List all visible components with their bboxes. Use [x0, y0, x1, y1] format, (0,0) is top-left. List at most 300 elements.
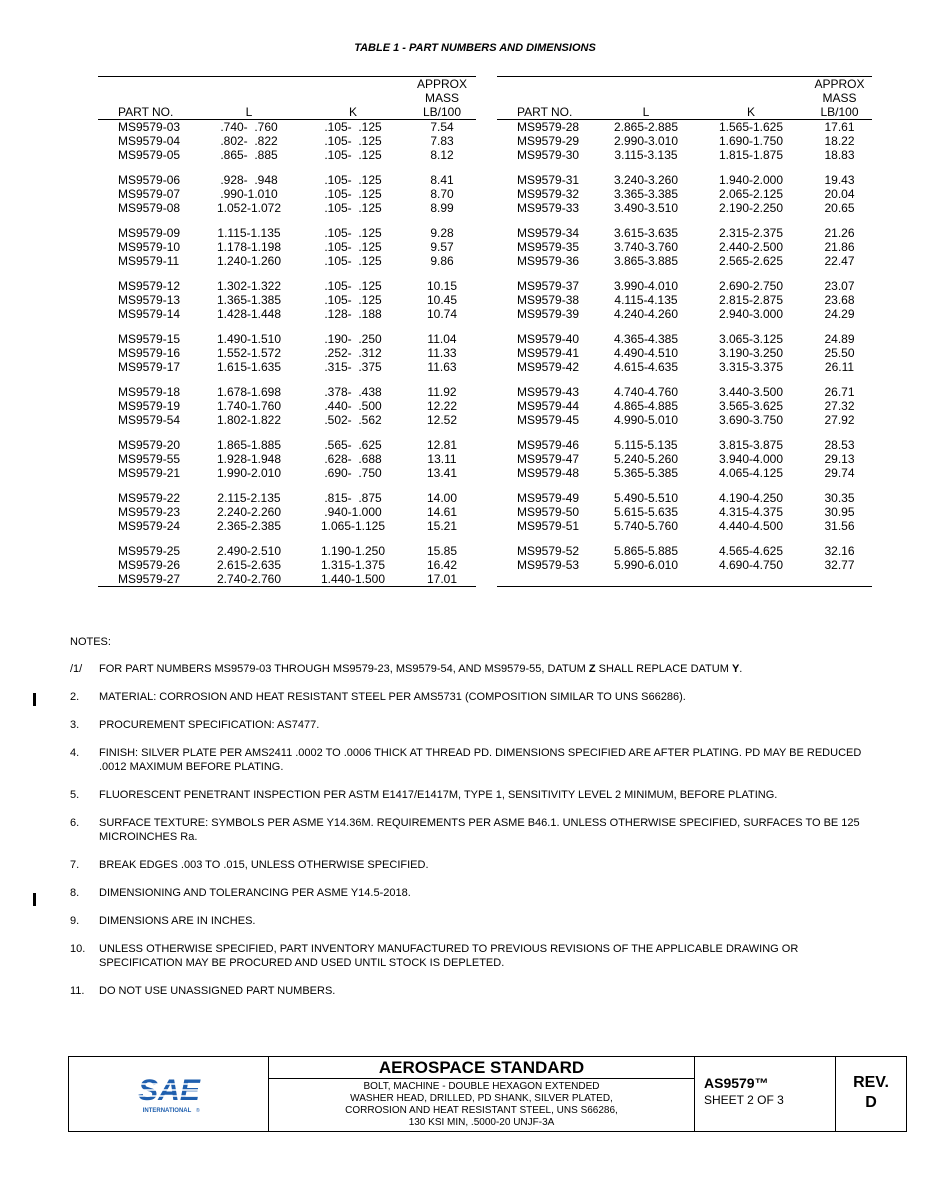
cell-mass: 26.11 — [824, 360, 855, 374]
cell-mass: 11.33 — [427, 346, 457, 360]
cell-l: 3.740-3.760 — [613, 240, 679, 254]
note-item — [70, 886, 880, 900]
cell-part-no: MS9579-13 — [118, 293, 181, 307]
cell-k: 3.440-3.500 — [718, 385, 784, 399]
cell-part-no: MS9579-10 — [118, 240, 181, 254]
table-row — [497, 120, 872, 135]
note-item — [70, 662, 880, 676]
note-item — [70, 690, 880, 704]
cell-part-no: MS9579-22 — [118, 491, 181, 505]
table-row — [98, 254, 476, 268]
table-row — [98, 572, 476, 587]
row-spacer — [497, 480, 872, 491]
cell-mass: 21.26 — [824, 226, 855, 240]
cell-mass: 8.70 — [430, 187, 454, 201]
table-row — [497, 452, 872, 466]
table-row — [497, 360, 872, 374]
table-row — [497, 187, 872, 201]
cell-k: .252- .312 — [324, 346, 382, 360]
cell-part-no: MS9579-05 — [118, 148, 181, 162]
datum-z: Z — [588, 663, 596, 675]
cell-k: .190- .250 — [324, 332, 382, 346]
cell-k: 2.190-2.250 — [718, 201, 784, 215]
cell-l: 5.990-6.010 — [613, 558, 679, 572]
cell-k: 2.065-2.125 — [718, 187, 784, 201]
note-item — [70, 914, 880, 928]
mass-header-line3: LB/100 — [820, 105, 859, 119]
cell-part-no: MS9579-33 — [517, 201, 580, 215]
table-row — [497, 491, 872, 505]
note-item — [70, 942, 880, 970]
cell-mass: 31.56 — [824, 519, 855, 533]
table-row — [497, 399, 872, 413]
cell-part-no: MS9579-26 — [118, 558, 181, 572]
cell-k: .128- .188 — [324, 307, 382, 321]
document-number: AS9579™ — [704, 1075, 769, 1091]
table-row — [497, 558, 872, 572]
note-text: MATERIAL: CORROSION AND HEAT RESISTANT STEEL PER AMS5731 (COMPOSITION SIMILAR TO UNS S66286). — [99, 691, 686, 703]
note-item — [70, 746, 880, 774]
row-spacer — [98, 215, 476, 226]
table-row — [98, 332, 476, 346]
cell-mass: 10.45 — [426, 293, 458, 307]
row-spacer — [98, 162, 476, 173]
cell-mass: 9.57 — [430, 240, 454, 254]
note-text: UNLESS OTHERWISE SPECIFIED, PART INVENTORY MANUFACTURED TO PREVIOUS REVISIONS OF THE APPLICABLE DRAWING OR SPECIFICATION MAY BE PROCURED AND USED UNTIL STOCK IS DEPLETED. — [99, 943, 799, 969]
cell-l: 5.490-5.510 — [613, 491, 679, 505]
cell-part-no: MS9579-34 — [517, 226, 580, 240]
table-row — [497, 307, 872, 321]
standard-title: AEROSPACE STANDARD — [269, 1057, 694, 1079]
note-text: SURFACE TEXTURE: SYMBOLS PER ASME Y14.36M. REQUIREMENTS PER ASME B46.1. UNLESS OTHERWISE SPECIFIED, SURFACES TO BE 125 MICROINCHES Ra. — [99, 817, 860, 843]
revision-bar — [33, 693, 36, 706]
cell-part-no: MS9579-32 — [517, 187, 580, 201]
note-item — [70, 984, 880, 998]
table-row — [98, 134, 476, 148]
mass-header-line1: APPROX — [416, 77, 467, 91]
cell-part-no: MS9579-37 — [517, 279, 580, 293]
cell-k: 4.315-4.375 — [718, 505, 784, 519]
sheet-number: SHEET 2 OF 3 — [704, 1093, 784, 1107]
note-text: BREAK EDGES .003 TO .015, UNLESS OTHERWISE SPECIFIED. — [99, 859, 429, 871]
notes-heading: NOTES: — [70, 636, 111, 648]
cell-mass: 20.65 — [824, 201, 855, 215]
table-row — [98, 413, 476, 427]
title-block-description — [269, 1057, 695, 1131]
cell-part-no: MS9579-12 — [118, 279, 181, 293]
cell-l: 2.740-2.760 — [216, 572, 282, 586]
cell-k: 1.940-2.000 — [718, 173, 784, 187]
table-row — [497, 201, 872, 215]
cell-k: 4.065-4.125 — [718, 466, 784, 480]
cell-mass: 24.89 — [824, 332, 855, 346]
cell-part-no: MS9579-20 — [118, 438, 181, 452]
note-number: 6. — [70, 817, 80, 829]
cell-mass: 23.07 — [824, 279, 855, 293]
cell-part-no: MS9579-11 — [118, 254, 180, 268]
cell-mass: 27.32 — [824, 399, 855, 413]
part-description — [269, 1079, 694, 1131]
cell-k: .105- .125 — [324, 173, 382, 187]
note-text: PROCUREMENT SPECIFICATION: AS7477. — [99, 719, 320, 731]
row-spacer — [98, 268, 476, 279]
cell-k: 4.190-4.250 — [718, 491, 784, 505]
cell-l: 4.615-4.635 — [613, 360, 679, 374]
col-header-mass — [408, 77, 476, 120]
cell-mass: 11.92 — [427, 385, 457, 399]
cell-k: 1.815-1.875 — [718, 148, 784, 162]
cell-l: 2.490-2.510 — [216, 544, 282, 558]
cell-part-no: MS9579-08 — [118, 201, 181, 215]
cell-k: 3.190-3.250 — [718, 346, 784, 360]
description-line: CORROSION AND HEAT RESISTANT STEEL, UNS S66286, — [345, 1105, 618, 1116]
cell-l — [597, 572, 695, 587]
table-row — [497, 346, 872, 360]
table-row — [497, 572, 872, 587]
cell-k: 3.065-3.125 — [718, 332, 784, 346]
cell-mass: 13.11 — [427, 452, 457, 466]
cell-mass: 15.85 — [426, 544, 458, 558]
cell-part-no: MS9579-21 — [118, 466, 181, 480]
cell-mass: 17.01 — [426, 572, 458, 586]
note-item — [70, 788, 880, 802]
table-row — [98, 558, 476, 572]
cell-part-no: MS9579-03 — [118, 120, 181, 134]
cell-k: .315- .375 — [324, 360, 382, 374]
cell-l: 4.115-4.135 — [614, 293, 678, 307]
col-header-mass — [807, 77, 872, 120]
cell-l: 5.865-5.885 — [613, 544, 679, 558]
cell-k: 1.690-1.750 — [718, 134, 784, 148]
table-header-row — [98, 77, 476, 120]
cell-k: 2.940-3.000 — [718, 307, 784, 321]
cell-l: 1.115-1.135 — [217, 226, 281, 240]
cell-mass: 17.61 — [824, 120, 855, 134]
cell-k: 4.690-4.750 — [718, 558, 784, 572]
cell-mass: 18.22 — [824, 134, 855, 148]
cell-part-no: MS9579-42 — [517, 360, 580, 374]
cell-mass: 32.77 — [824, 558, 855, 572]
cell-mass: 9.28 — [430, 226, 454, 240]
table-row — [497, 544, 872, 558]
cell-mass: 30.95 — [824, 505, 855, 519]
cell-l: 1.552-1.572 — [216, 346, 282, 360]
mass-header-line2: MASS — [822, 91, 857, 105]
cell-k: .105- .125 — [324, 201, 382, 215]
note-number: 4. — [70, 747, 80, 759]
cell-l: 1.678-1.698 — [216, 385, 282, 399]
table-row — [98, 360, 476, 374]
cell-k: .690- .750 — [324, 466, 382, 480]
note-item — [70, 858, 880, 872]
cell-part-no: MS9579-30 — [517, 148, 580, 162]
table-row — [497, 332, 872, 346]
table-row — [98, 346, 476, 360]
row-spacer — [497, 215, 872, 226]
table-row — [98, 452, 476, 466]
table-row — [98, 307, 476, 321]
cell-mass — [807, 572, 872, 587]
table-row — [497, 438, 872, 452]
cell-part-no: MS9579-48 — [517, 466, 580, 480]
cell-l: 2.990-3.010 — [613, 134, 679, 148]
note-number: 11. — [70, 985, 85, 997]
table-row — [98, 240, 476, 254]
table-row — [98, 173, 476, 187]
cell-mass: 14.00 — [426, 491, 458, 505]
cell-mass: 10.15 — [426, 279, 458, 293]
cell-l: 1.240-1.260 — [216, 254, 282, 268]
cell-l: 3.490-3.510 — [613, 201, 679, 215]
row-spacer — [98, 427, 476, 438]
cell-mass: 10.74 — [426, 307, 458, 321]
col-header-k: K — [746, 105, 755, 119]
note-number: 8. — [70, 887, 80, 899]
datum-y: Y — [731, 663, 740, 675]
cell-l: .865- .885 — [220, 148, 278, 162]
cell-k: 3.690-3.750 — [718, 413, 784, 427]
cell-k: 4.565-4.625 — [718, 544, 784, 558]
cell-l: 1.802-1.822 — [216, 413, 282, 427]
table-row — [497, 254, 872, 268]
mass-header-line3: LB/100 — [422, 105, 462, 119]
revision-value: D — [865, 1094, 877, 1111]
row-spacer — [497, 321, 872, 332]
cell-l: .928- .948 — [220, 173, 278, 187]
note-number: 9. — [70, 915, 80, 927]
cell-mass: 8.12 — [430, 148, 454, 162]
mass-header-line1: APPROX — [814, 77, 865, 91]
cell-l: 3.615-3.635 — [613, 226, 679, 240]
cell-k: 1.440-1.500 — [320, 572, 386, 586]
cell-l: 1.865-1.885 — [216, 438, 282, 452]
cell-k: 1.315-1.375 — [320, 558, 386, 572]
table-row — [497, 293, 872, 307]
table-row — [98, 505, 476, 519]
row-spacer — [98, 321, 476, 332]
cell-part-no: MS9579-36 — [517, 254, 580, 268]
note-number: 7. — [70, 859, 80, 871]
revision-bar — [33, 893, 36, 906]
cell-part-no: MS9579-40 — [517, 332, 580, 346]
cell-k: .565- .625 — [324, 438, 382, 452]
cell-part-no: MS9579-44 — [517, 399, 580, 413]
cell-mass: 8.99 — [430, 201, 454, 215]
cell-k: .440- .500 — [324, 399, 382, 413]
cell-l: 1.928-1.948 — [216, 452, 282, 466]
table-row — [497, 226, 872, 240]
cell-part-no — [497, 572, 597, 587]
cell-k: 1.565-1.625 — [718, 120, 784, 134]
note-number: 5. — [70, 789, 80, 801]
cell-l: .802- .822 — [220, 134, 278, 148]
cell-k — [695, 572, 807, 587]
cell-k: 4.440-4.500 — [718, 519, 784, 533]
cell-mass: 28.53 — [824, 438, 855, 452]
cell-mass: 18.83 — [824, 148, 855, 162]
revision-label: REV. — [853, 1074, 889, 1091]
sae-logo-icon — [129, 1072, 209, 1116]
col-header-k: K — [348, 105, 357, 119]
cell-mass: 11.04 — [427, 332, 457, 346]
cell-l: 3.865-3.885 — [613, 254, 679, 268]
title-block — [68, 1056, 907, 1132]
row-spacer — [497, 268, 872, 279]
cell-k: 3.315-3.375 — [718, 360, 784, 374]
cell-part-no: MS9579-49 — [517, 491, 580, 505]
cell-part-no: MS9579-43 — [517, 385, 580, 399]
row-spacer — [98, 480, 476, 491]
cell-part-no: MS9579-51 — [517, 519, 580, 533]
col-header-part-no: PART NO. — [517, 105, 573, 119]
note-number: 10. — [70, 943, 86, 955]
cell-mass: 15.21 — [426, 519, 458, 533]
cell-part-no: MS9579-29 — [517, 134, 580, 148]
cell-k: .105- .125 — [324, 148, 382, 162]
cell-mass: 14.61 — [426, 505, 458, 519]
col-header-l: L — [642, 105, 650, 119]
cell-k: .628- .688 — [324, 452, 382, 466]
cell-l: .990-1.010 — [220, 187, 278, 201]
cell-mass: 25.50 — [824, 346, 855, 360]
table-row — [497, 519, 872, 533]
cell-part-no: MS9579-06 — [118, 173, 181, 187]
cell-part-no: MS9579-07 — [118, 187, 181, 201]
cell-part-no: MS9579-45 — [517, 413, 580, 427]
cell-part-no: MS9579-31 — [517, 173, 580, 187]
cell-l: 1.615-1.635 — [216, 360, 282, 374]
cell-part-no: MS9579-04 — [118, 134, 181, 148]
table-row — [98, 385, 476, 399]
cell-mass: 23.68 — [824, 293, 855, 307]
cell-l: 1.178-1.198 — [216, 240, 282, 254]
col-header-l: L — [245, 105, 253, 119]
cell-l: .740- .760 — [220, 120, 278, 134]
table-row — [98, 201, 476, 215]
mass-header-line2: MASS — [424, 91, 459, 105]
note-item — [70, 816, 880, 844]
cell-l: 2.865-2.885 — [613, 120, 679, 134]
cell-l: 5.740-5.760 — [613, 519, 679, 533]
table-row — [98, 120, 476, 135]
cell-mass: 29.74 — [824, 466, 855, 480]
cell-part-no: MS9579-47 — [517, 452, 580, 466]
table-row — [497, 134, 872, 148]
note-number: 3. — [70, 719, 80, 731]
note-text: DIMENSIONING AND TOLERANCING PER ASME Y14.5-2018. — [99, 887, 411, 899]
cell-mass: 13.41 — [426, 466, 458, 480]
cell-part-no: MS9579-24 — [118, 519, 181, 533]
logo-sub-text: INTERNATIONAL — [142, 1108, 191, 1114]
cell-part-no: MS9579-55 — [118, 452, 181, 466]
table-row — [497, 385, 872, 399]
cell-part-no: MS9579-54 — [118, 413, 181, 427]
row-spacer — [497, 533, 872, 544]
cell-l: 1.365-1.385 — [216, 293, 282, 307]
cell-k: 1.190-1.250 — [320, 544, 386, 558]
cell-part-no: MS9579-41 — [517, 346, 580, 360]
cell-k: .105- .125 — [324, 279, 382, 293]
cell-part-no: MS9579-35 — [517, 240, 580, 254]
note-text: FOR PART NUMBERS MS9579-03 THROUGH MS9579-23, MS9579-54, AND MS9579-55, DATUM Z SHALL REPLACE DATUM Y. — [99, 663, 743, 675]
cell-l: 4.365-4.385 — [613, 332, 679, 346]
cell-part-no: MS9579-15 — [118, 332, 181, 346]
table-row — [98, 279, 476, 293]
cell-mass: 12.22 — [426, 399, 458, 413]
cell-mass: 11.63 — [427, 360, 457, 374]
note-number: /1/ — [70, 663, 83, 675]
cell-k: .105- .125 — [324, 120, 382, 134]
description-line: BOLT, MACHINE - DOUBLE HEXAGON EXTENDED — [363, 1081, 600, 1092]
table-row — [98, 544, 476, 558]
cell-part-no: MS9579-14 — [118, 307, 181, 321]
cell-mass: 7.83 — [430, 134, 454, 148]
cell-k: 2.315-2.375 — [718, 226, 784, 240]
table-row — [98, 187, 476, 201]
logo-main-text: SAE — [137, 1074, 200, 1107]
row-spacer — [497, 374, 872, 385]
cell-part-no: MS9579-16 — [118, 346, 181, 360]
cell-k: .378- .438 — [324, 385, 382, 399]
cell-part-no: MS9579-46 — [517, 438, 580, 452]
cell-l: 1.490-1.510 — [216, 332, 282, 346]
table-row — [497, 240, 872, 254]
cell-l: 4.490-4.510 — [613, 346, 679, 360]
table-title: TABLE 1 - PART NUMBERS AND DIMENSIONS — [354, 42, 596, 54]
cell-mass: 26.71 — [824, 385, 855, 399]
cell-mass: 12.81 — [426, 438, 458, 452]
cell-k: 3.940-4.000 — [718, 452, 784, 466]
cell-k: .940-1.000 — [324, 505, 382, 519]
table-row — [98, 399, 476, 413]
note-text: FLUORESCENT PENETRANT INSPECTION PER ASTM E1417/E1417M, TYPE 1, SENSITIVITY LEVEL 2 MINIMUM, BEFORE PLATING. — [99, 789, 778, 801]
cell-mass: 22.47 — [824, 254, 855, 268]
part-table-right — [497, 76, 872, 587]
cell-l: 1.990-2.010 — [216, 466, 282, 480]
cell-k: 2.440-2.500 — [718, 240, 784, 254]
cell-l: 4.240-4.260 — [613, 307, 679, 321]
cell-l: 3.115-3.135 — [614, 148, 678, 162]
cell-mass: 21.86 — [824, 240, 855, 254]
cell-part-no: MS9579-38 — [517, 293, 580, 307]
note-text: FINISH: SILVER PLATE PER AMS2411 .0002 TO .0006 THICK AT THREAD PD. DIMENSIONS SPECIFIED ARE AFTER PLATING. PD MAY BE REDUCED .0012 MAXIMUM BEFORE PLATING. — [99, 747, 862, 773]
part-table-left — [98, 76, 476, 587]
cell-part-no: MS9579-27 — [118, 572, 181, 586]
row-spacer — [497, 162, 872, 173]
table-row — [497, 173, 872, 187]
table-row — [98, 293, 476, 307]
table-row — [497, 413, 872, 427]
cell-k: .815- .875 — [324, 491, 382, 505]
cell-l: 2.240-2.260 — [216, 505, 282, 519]
description-line: 130 KSI MIN, .5000-20 UNJF-3A — [408, 1117, 555, 1128]
cell-k: .502- .562 — [324, 413, 382, 427]
table-row — [497, 279, 872, 293]
cell-part-no: MS9579-53 — [517, 558, 580, 572]
cell-part-no: MS9579-19 — [118, 399, 181, 413]
cell-k: 2.690-2.750 — [718, 279, 784, 293]
cell-mass: 24.29 — [824, 307, 855, 321]
cell-l: 2.115-2.135 — [217, 491, 281, 505]
cell-l: 2.365-2.385 — [216, 519, 282, 533]
cell-part-no: MS9579-17 — [118, 360, 181, 374]
cell-mass: 19.43 — [824, 173, 855, 187]
cell-l: 4.865-4.885 — [613, 399, 679, 413]
table-row — [98, 226, 476, 240]
row-spacer — [98, 533, 476, 544]
logo-reg-mark: ® — [195, 1108, 200, 1114]
cell-l: 5.365-5.385 — [613, 466, 679, 480]
